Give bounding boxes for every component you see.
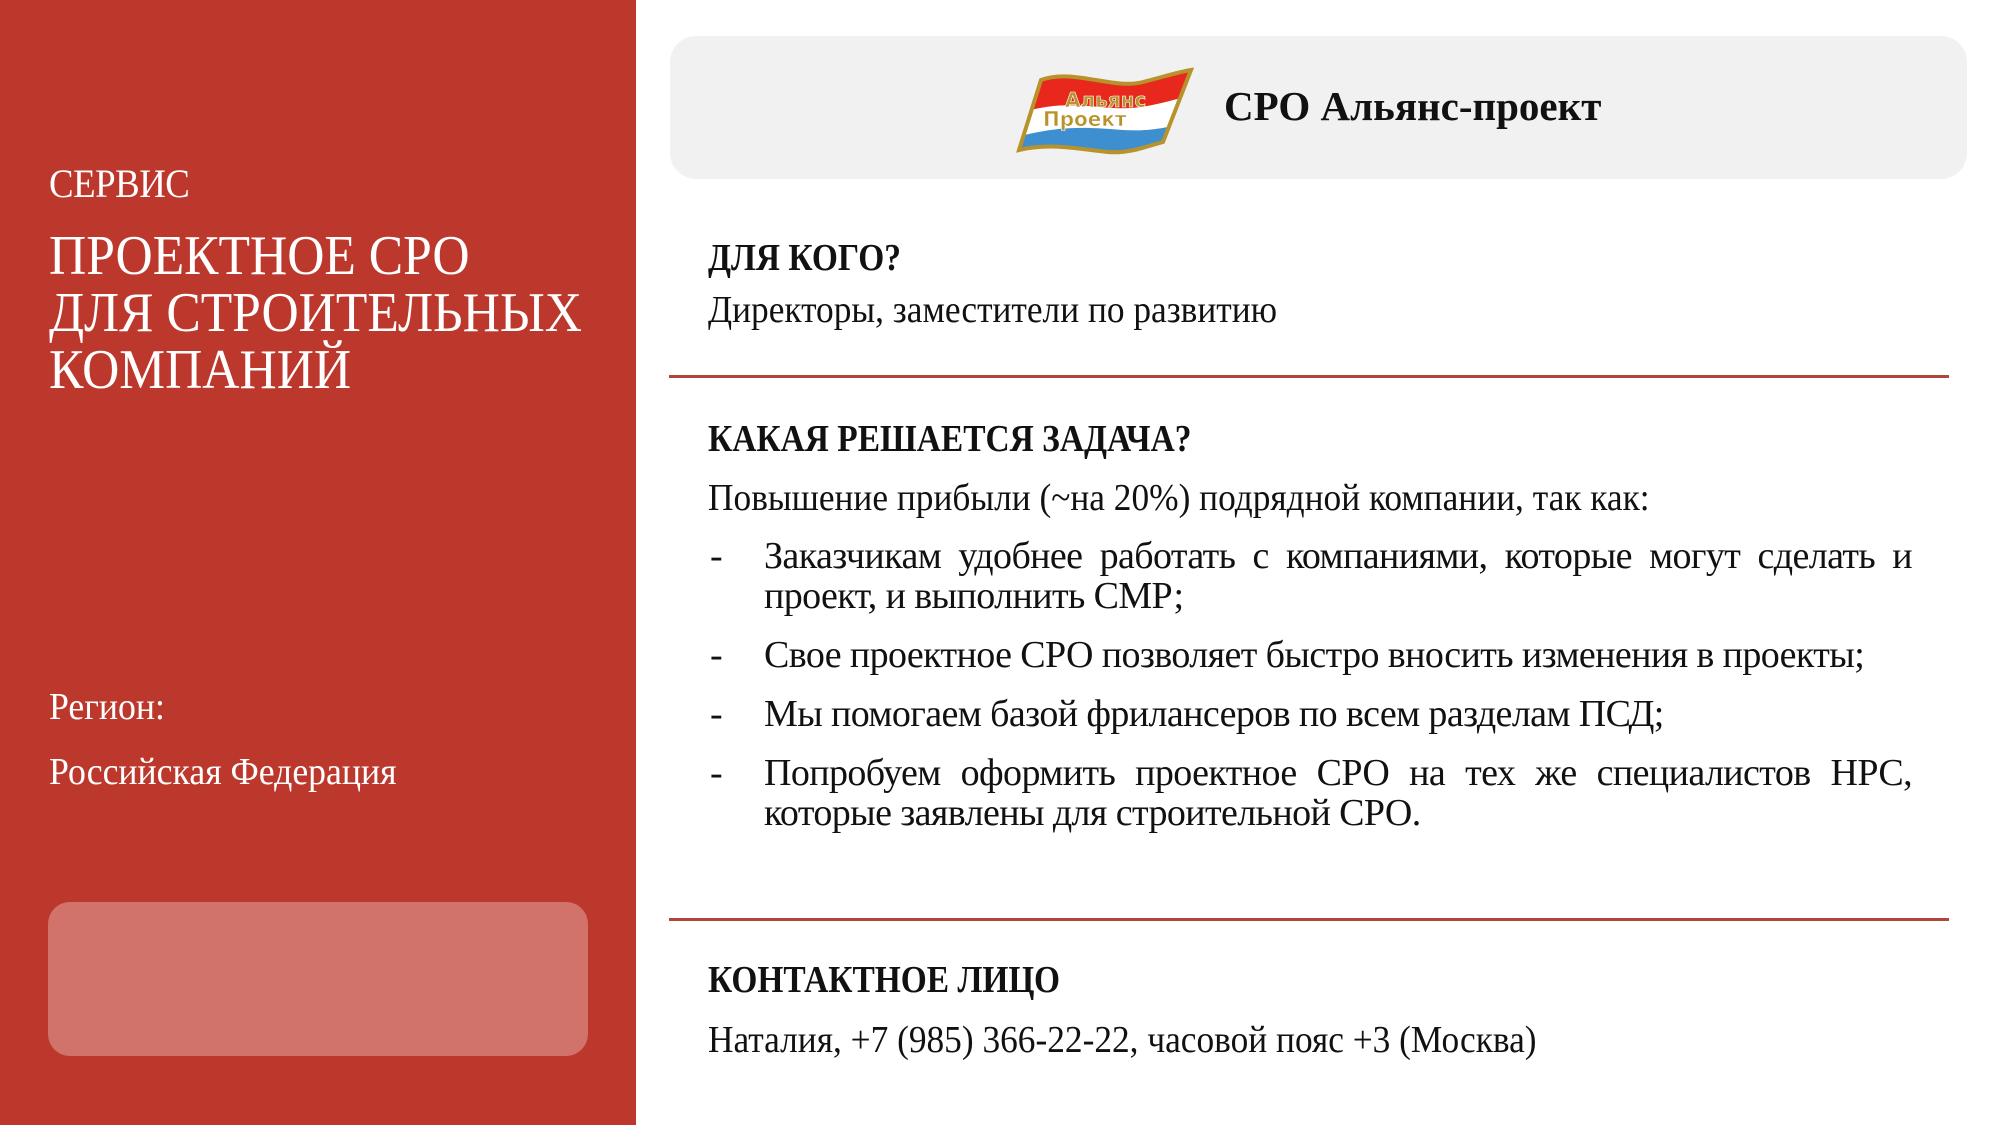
org-title: СРО Альянс-проект: [1224, 83, 1602, 129]
bullet-text: Мы помогаем базой фрилансеров по всем разделам ПСД;: [764, 693, 1664, 735]
contact-text: Наталия, +7 (985) 366-22-22, часовой пояс +3 (Москва): [708, 1019, 1537, 1061]
list-item: [708, 635, 1912, 675]
bullet-text: Свое проектное СРО позволяет быстро вносить изменения в проекты;: [764, 634, 1865, 676]
region-value: Российская Федерация: [49, 751, 397, 793]
logo-text-line1: Альянс: [1065, 88, 1147, 112]
list-item: [708, 753, 1912, 833]
audience-text: Директоры, заместители по развитию: [708, 289, 1278, 331]
dash-bullet-icon: -: [710, 752, 723, 794]
list-item: [708, 694, 1912, 734]
service-title-line: КОМПАНИЙ: [49, 339, 352, 401]
section-heading-contact: КОНТАКТНОЕ ЛИЦО: [708, 959, 1060, 1001]
left-panel: [0, 0, 636, 1125]
section-heading-task: КАКАЯ РЕШАЕТСЯ ЗАДАЧА?: [708, 418, 1192, 460]
divider: [669, 375, 1949, 378]
service-title: [49, 225, 693, 401]
section-heading-audience: ДЛЯ КОГО?: [708, 237, 902, 279]
placeholder-box: [48, 902, 588, 1056]
service-label: СЕРВИС: [49, 161, 190, 206]
dash-bullet-icon: -: [710, 535, 723, 577]
logo-text-line2: Проект: [1043, 107, 1127, 131]
bullet-text: Заказчикам удобнее работать с компаниями, которые могут сделать и проект, и выполнить СМР;: [764, 535, 1912, 617]
divider: [669, 918, 1949, 921]
service-title-line: ПРОЕКТНОЕ СРО: [49, 225, 470, 287]
task-intro-text: Повышение прибыли (~на 20%) подрядной компании, так как:: [708, 477, 1650, 519]
bullet-text: Попробуем оформить проектное СРО на тех же специалистов НРС, которые заявлены для строительной СРО.: [764, 752, 1912, 834]
task-bullet-list: [708, 536, 1912, 852]
list-item: [708, 536, 1912, 616]
header-card: [670, 36, 1967, 179]
dash-bullet-icon: -: [710, 693, 723, 735]
region-label: Регион:: [49, 686, 165, 728]
dash-bullet-icon: -: [710, 634, 723, 676]
flag-logo-icon: [1013, 64, 1197, 158]
service-title-line: ДЛЯ СТРОИТЕЛЬНЫХ: [49, 282, 582, 344]
